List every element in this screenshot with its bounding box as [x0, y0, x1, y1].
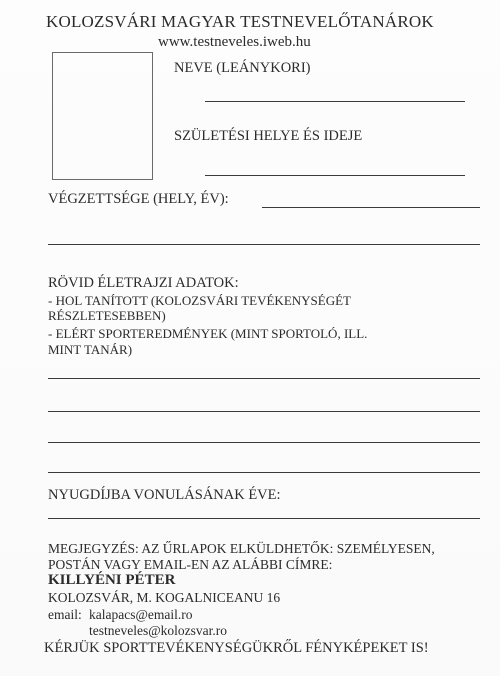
- bio-field-line-1: [48, 378, 480, 379]
- birth-label: SZÜLETÉSI HELYE ÉS IDEJE: [174, 128, 363, 144]
- bio-item-2-line-1: - ELÉRT SPORTEREDMÉNYEK (MINT SPORTOLÓ, ILL.: [48, 326, 368, 341]
- retirement-label: NYUGDÍJBA VONULÁSÁNAK ÉVE:: [48, 487, 281, 503]
- bio-label: RÖVID ÉLETRAJZI ADATOK:: [48, 275, 239, 291]
- bio-field-line-2: [48, 411, 480, 412]
- bio-field-line-4: [48, 472, 480, 473]
- page-title: KOLOZSVÁRI MAGYAR TESTNEVELŐTANÁROK: [46, 12, 434, 31]
- education-field-line-1: [262, 207, 480, 208]
- bio-item-1-line-2: RÉSZLETESEBBEN): [48, 308, 166, 323]
- bio-field-line-3: [48, 442, 480, 443]
- photo-request: KÉRJÜK SPORTTEVÉKENYSÉGÜKRŐL FÉNYKÉPEKET IS!: [44, 640, 429, 656]
- name-label: NEVE (LEÁNYKORI): [174, 60, 311, 76]
- email-label: email:: [48, 607, 82, 622]
- contact-name: KILLYÉNI PÉTER: [48, 572, 176, 588]
- bio-item-1-line-1: - HOL TANÍTOTT (KOLOZSVÁRI TEVÉKENYSÉGÉT: [48, 293, 351, 308]
- name-field-line: [205, 101, 465, 102]
- email-address-1[interactable]: kalapacs@email.ro: [89, 607, 193, 622]
- retirement-field-line: [48, 518, 480, 519]
- bio-item-2-line-2: MINT TANÁR): [48, 342, 133, 357]
- email-address-2[interactable]: testneveles@kolozsvar.ro: [89, 623, 228, 638]
- note-line-1: MEGJEGYZÉS: AZ ŰRLAPOK ELKÜLDHETŐK: SZEMÉLYESEN,: [48, 541, 435, 556]
- note-line-2: POSTÁN VAGY EMAIL-EN AZ ALÁBBI CÍMRE:: [48, 557, 333, 572]
- website-url: www.testneveles.iweb.hu: [158, 34, 311, 50]
- birth-field-line: [205, 175, 465, 176]
- photo-box: [52, 52, 153, 180]
- education-label: VÉGZETTSÉGE (HELY, ÉV):: [48, 191, 229, 207]
- contact-address: KOLOZSVÁR, M. KOGALNICEANU 16: [48, 590, 281, 605]
- education-field-line-2: [48, 244, 480, 245]
